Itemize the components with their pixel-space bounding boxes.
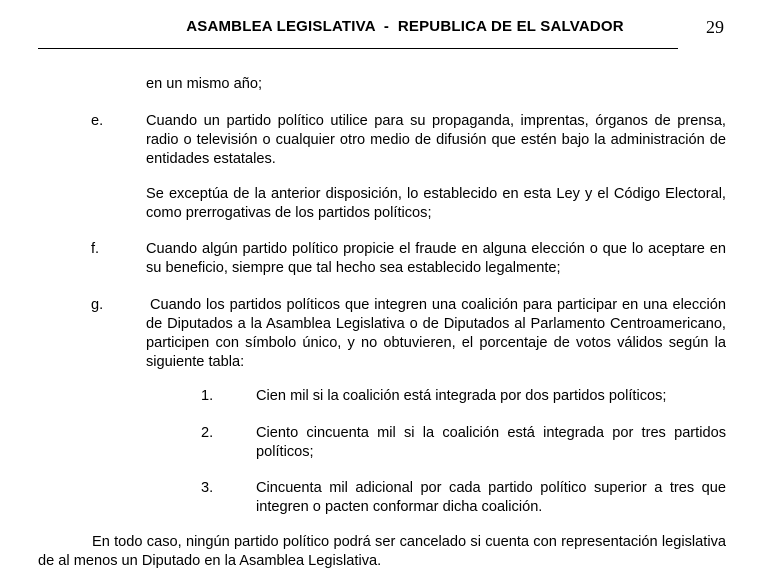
continuation-text: en un mismo año; bbox=[146, 76, 263, 92]
item-f-text: Cuando algún partido político propicie el fraude en alguna elección o que lo aceptare en su beneficio, siempre que tal hecho sea establecido legalmente; bbox=[146, 241, 726, 276]
page-header bbox=[0, 18, 768, 42]
table-item-2-text: Ciento cincuenta mil si la coalición está integrada por tres partidos políticos; bbox=[256, 425, 726, 460]
header-rule bbox=[38, 48, 678, 49]
table-item-1-text: Cien mil si la coalición está integrada por dos partidos políticos; bbox=[256, 388, 667, 404]
table-item-1-number: 1. bbox=[201, 388, 214, 404]
table-item-3-number: 3. bbox=[201, 480, 214, 496]
page-number: 29 bbox=[706, 17, 724, 37]
closing-paragraph: En todo caso, ningún partido político podrá ser cancelado si cuenta con representación legislativa de al menos un Diputado en la Asamblea Legislativa. bbox=[38, 534, 726, 569]
item-e-letter: e. bbox=[91, 113, 104, 129]
table-item-3-text: Cincuenta mil adicional por cada partido político superior a tres que integren o pacten conformar dicha coalición. bbox=[256, 480, 726, 515]
item-e-exception: Se exceptúa de la anterior disposición, lo establecido en esta Ley y el Código Electoral, como prerrogativas de los partidos políticos; bbox=[146, 186, 726, 221]
item-g-text: Cuando los partidos políticos que integren una coalición para participar en una elección de Diputados a la Asamblea Legislativa o de Diputados al Parlamento Centroamericano, participen con símbolo único, y no obtuvieren, el porcentaje de votos válidos según la siguiente tabla: bbox=[146, 297, 726, 370]
item-e-text: Cuando un partido político utilice para su propaganda, imprentas, órganos de prensa, radio o televisión o cualquier otro medio de difusión que estén bajo la administración de entidades estatales. bbox=[146, 113, 726, 167]
table-item-2-number: 2. bbox=[201, 425, 214, 441]
item-f-letter: f. bbox=[91, 241, 100, 257]
document-title: ASAMBLEA LEGISLATIVA - REPUBLICA DE EL SALVADOR bbox=[186, 18, 624, 35]
item-g-letter: g. bbox=[91, 297, 104, 313]
